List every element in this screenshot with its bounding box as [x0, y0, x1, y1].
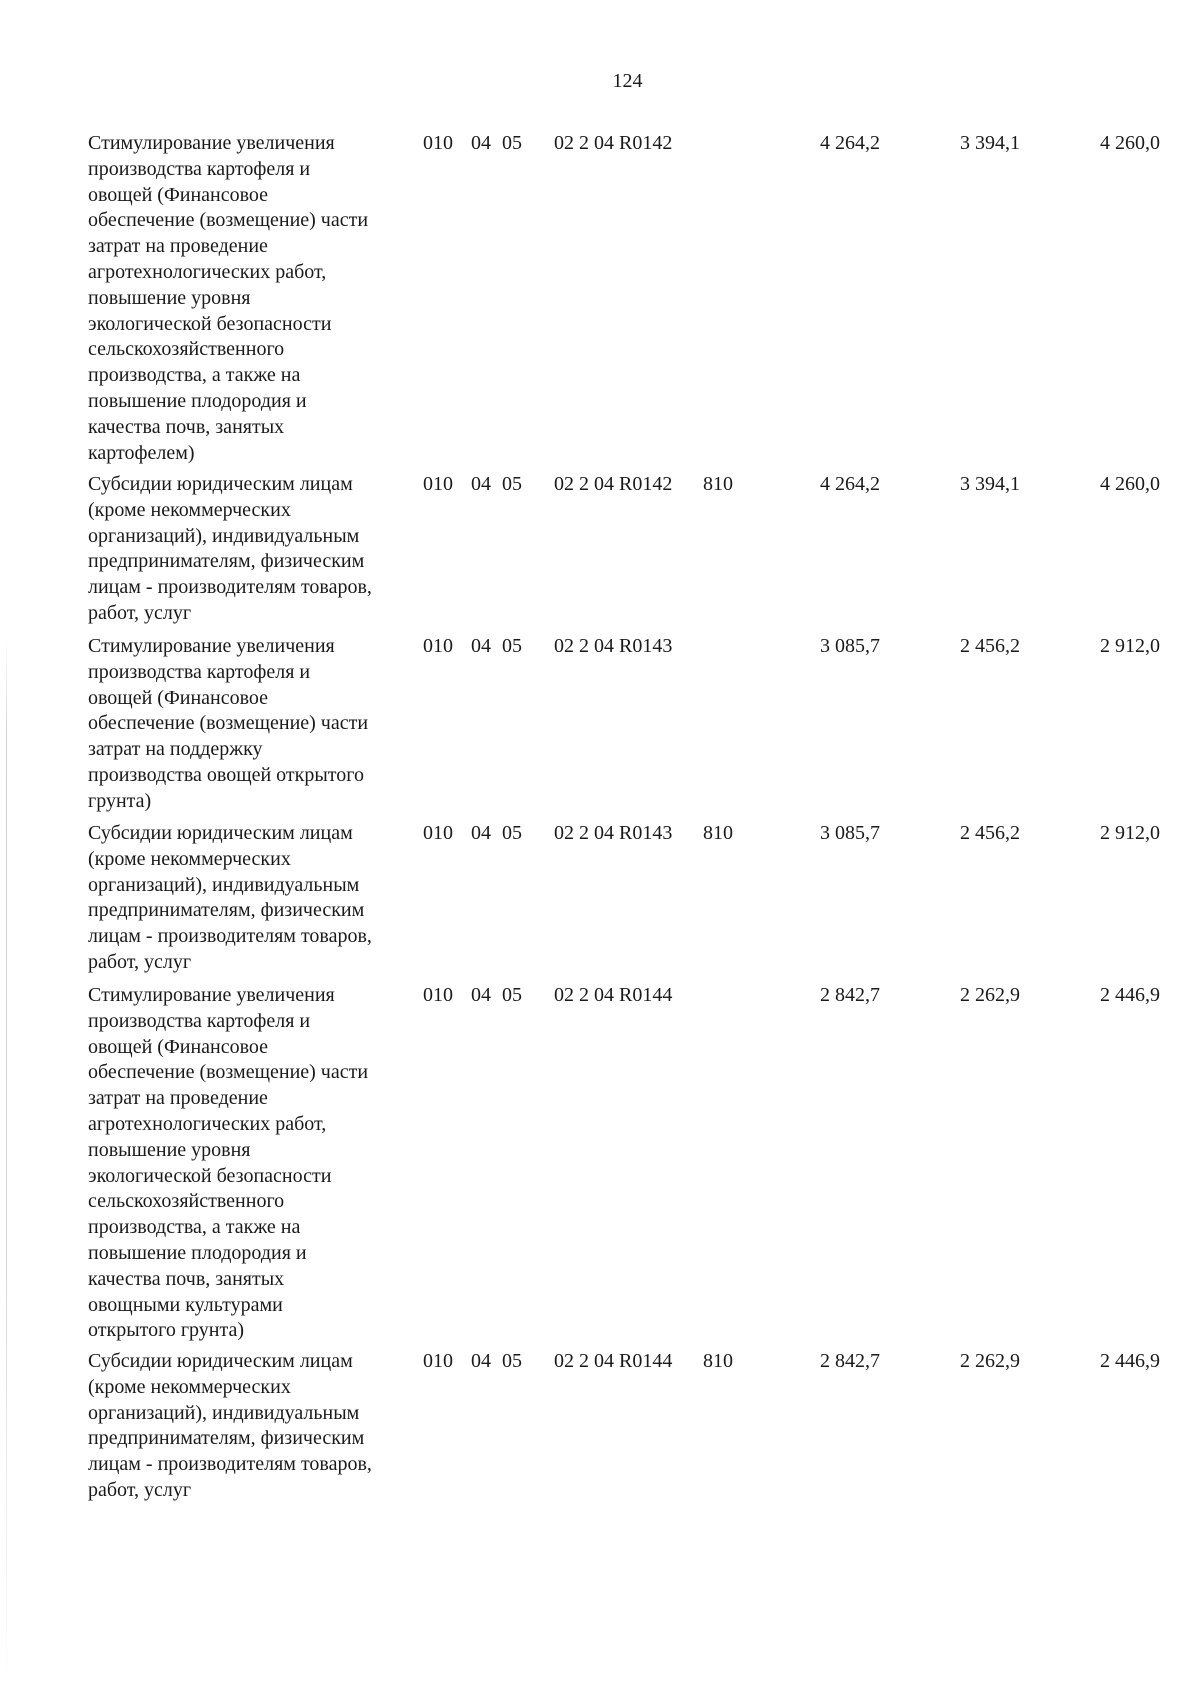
cell-amount-year-3: 2 446,9 — [1100, 984, 1160, 1006]
cell-amount-year-1: 4 264,2 — [820, 473, 880, 495]
cell-subsection: 05 — [502, 822, 522, 844]
row-description: Субсидии юридическим лицам (кроме некоммерческих организаций), индивидуальным предпринимателям, физическим лицам - производителям товаров, работ, услуг — [88, 822, 372, 973]
cell-amount-year-3: 2 912,0 — [1100, 635, 1160, 657]
cell-expense-type: 810 — [703, 1350, 733, 1372]
cell-amount-year-1: 2 842,7 — [820, 1350, 880, 1372]
cell-target-article: 02 2 04 R0142 — [554, 473, 673, 495]
cell-target-article: 02 2 04 R0144 — [554, 1350, 673, 1372]
cell-section: 04 — [471, 635, 491, 657]
cell-subsection: 05 — [502, 132, 522, 154]
cell-section: 04 — [471, 822, 491, 844]
cell-target-article: 02 2 04 R0143 — [554, 635, 673, 657]
cell-amount-year-2: 3 394,1 — [960, 473, 1020, 495]
cell-amount-year-2: 2 262,9 — [960, 1350, 1020, 1372]
cell-amount-year-1: 2 842,7 — [820, 984, 880, 1006]
cell-amount-year-2: 2 456,2 — [960, 822, 1020, 844]
row-description: Стимулирование увеличения производства картофеля и овощей (Финансовое обеспечение (возмещение) части затрат на поддержку производства овощей открытого грунта) — [88, 635, 369, 812]
cell-amount-year-2: 3 394,1 — [960, 132, 1020, 154]
cell-section: 04 — [471, 984, 491, 1006]
cell-ved: 010 — [423, 984, 453, 1006]
cell-ved: 010 — [423, 822, 453, 844]
cell-ved: 010 — [423, 635, 453, 657]
page-number: 124 — [612, 70, 643, 92]
row-description: Стимулирование увеличения производства картофеля и овощей (Финансовое обеспечение (возмещение) части затрат на проведение агротехнологических работ, повышение уровня экологической безопасности сельскохозяйственного производства, а также на повышение плодородия и качества почв, занятых картофелем) — [88, 132, 369, 464]
cell-section: 04 — [471, 473, 491, 495]
cell-ved: 010 — [423, 1350, 453, 1372]
cell-amount-year-3: 4 260,0 — [1100, 132, 1160, 154]
cell-amount-year-2: 2 456,2 — [960, 635, 1020, 657]
cell-ved: 010 — [423, 473, 453, 495]
cell-subsection: 05 — [502, 984, 522, 1006]
cell-subsection: 05 — [502, 635, 522, 657]
row-description: Стимулирование увеличения производства картофеля и овощей (Финансовое обеспечение (возмещение) части затрат на проведение агротехнологических работ, повышение уровня экологической безопасности сельскохозяйственного производства, а также на повышение плодородия и качества почв, занятых овощными культурами открытого грунта) — [88, 984, 369, 1342]
scan-margin-line — [6, 640, 7, 1690]
row-description: Субсидии юридическим лицам (кроме некоммерческих организаций), индивидуальным предпринимателям, физическим лицам - производителям товаров, работ, услуг — [88, 473, 372, 624]
cell-amount-year-3: 4 260,0 — [1100, 473, 1160, 495]
cell-target-article: 02 2 04 R0144 — [554, 984, 673, 1006]
cell-expense-type: 810 — [703, 473, 733, 495]
cell-amount-year-1: 3 085,7 — [820, 635, 880, 657]
cell-amount-year-3: 2 912,0 — [1100, 822, 1160, 844]
cell-amount-year-1: 3 085,7 — [820, 822, 880, 844]
cell-target-article: 02 2 04 R0143 — [554, 822, 673, 844]
cell-amount-year-1: 4 264,2 — [820, 132, 880, 154]
row-description: Субсидии юридическим лицам (кроме некоммерческих организаций), индивидуальным предпринимателям, физическим лицам - производителям товаров, работ, услуг — [88, 1350, 372, 1501]
cell-ved: 010 — [423, 132, 453, 154]
cell-section: 04 — [471, 1350, 491, 1372]
cell-subsection: 05 — [502, 473, 522, 495]
cell-amount-year-2: 2 262,9 — [960, 984, 1020, 1006]
cell-expense-type: 810 — [703, 822, 733, 844]
cell-subsection: 05 — [502, 1350, 522, 1372]
cell-amount-year-3: 2 446,9 — [1100, 1350, 1160, 1372]
cell-target-article: 02 2 04 R0142 — [554, 132, 673, 154]
cell-section: 04 — [471, 132, 491, 154]
